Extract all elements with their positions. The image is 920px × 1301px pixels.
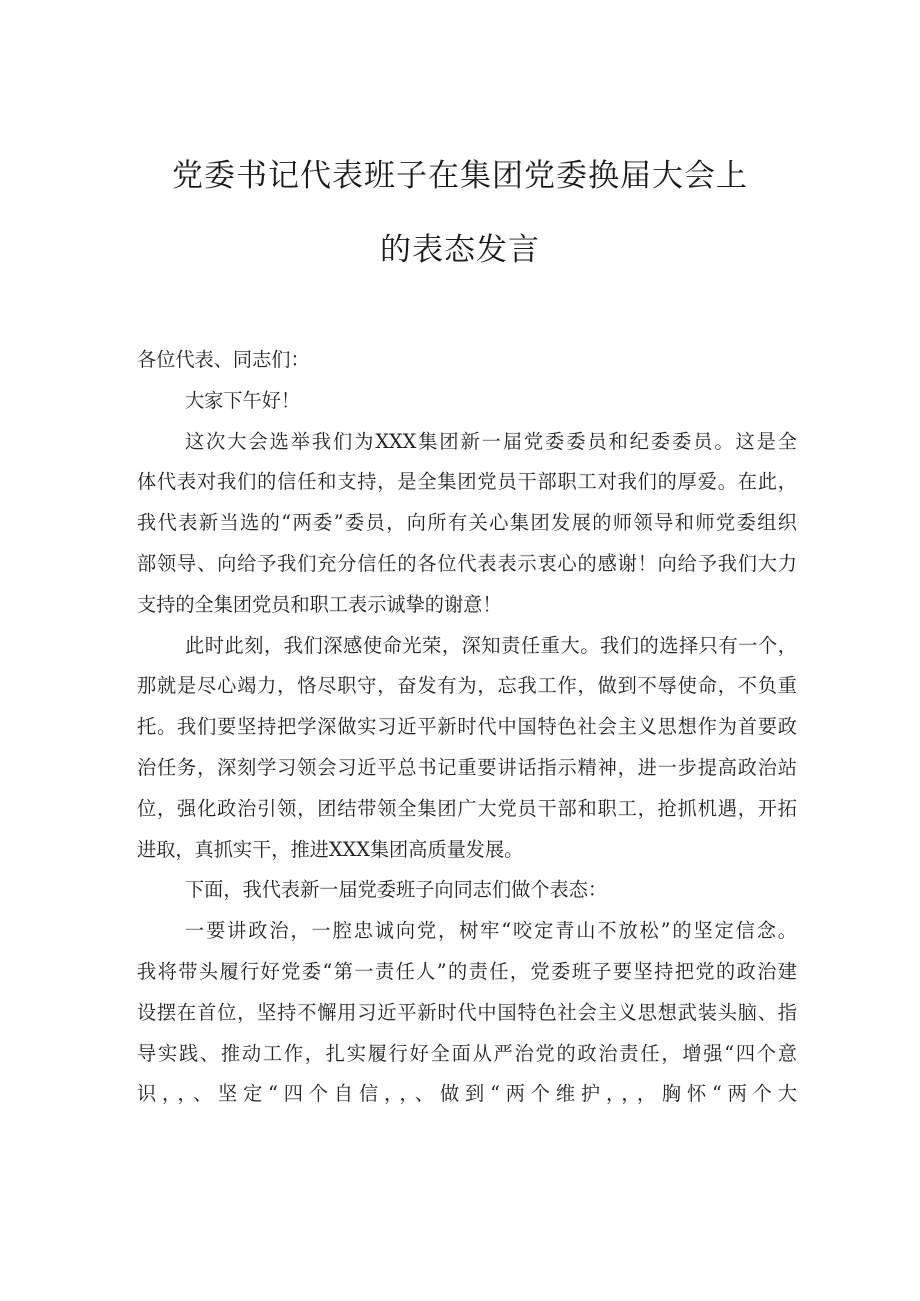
body-line: 我将带头履行好党委“第一责任人”的责任，党委班子要坚持把党的政治建 — [137, 959, 797, 983]
body-line: 部领导、向给予我们充分信任的各位代表表示衷心的感谢！向给予我们大力 — [137, 551, 797, 575]
document-title-line-2: 的表态发言 — [380, 232, 540, 268]
document-body — [137, 340, 797, 1115]
body-line: 导实践、推动工作，扎实履行好全面从严治党的政治责任，增强“四个意 — [137, 1041, 797, 1065]
body-line: 我代表新当选的“两委”委员，向所有关心集团发展的师领导和师党委组织 — [137, 511, 797, 535]
body-line: 那就是尽心竭力，恪尽职守，奋发有为，忘我工作，做到不辱使命，不负重 — [137, 674, 797, 698]
body-line: 各位代表、同志们： — [137, 348, 310, 371]
body-line: 设摆在首位，坚持不懈用习近平新时代中国特色社会主义思想武装头脑、指 — [137, 1000, 797, 1024]
body-line: 此时此刻，我们深感使命光荣，深知责任重大。我们的选择只有一个， — [185, 633, 797, 657]
document-title-line-1: 党委书记代表班子在集团党委换届大会上 — [172, 158, 748, 194]
body-line: 这次大会选举我们为XXX集团新一届党委委员和纪委委员。这是全 — [185, 429, 797, 453]
body-line: 一要讲政治，一腔忠诚向党，树牢“咬定青山不放松”的坚定信念。 — [185, 919, 797, 943]
body-line: 进取，真抓实干，推进XXX集团高质量发展。 — [137, 837, 524, 861]
body-line: 体代表对我们的信任和支持，是全集团党员干部职工对我们的厚爱。在此， — [137, 470, 797, 494]
body-line: 下面，我代表新一届党委班子向同志们做个表态： — [185, 878, 608, 902]
body-line: 治任务，深刻学习领会习近平总书记重要讲话指示精神，进一步提高政治站 — [137, 755, 797, 779]
body-line: 支持的全集团党员和职工表示诚挚的谢意！ — [137, 592, 502, 616]
body-line: 托。我们要坚持把学深做实习近平新时代中国特色社会主义思想作为首要政 — [137, 715, 797, 739]
body-line: 识，，、坚定“四个自信，，、做到“两个维护，，，胸怀“两个大 — [137, 1082, 797, 1106]
body-line: 位，强化政治引领，团结带领全集团广大党员干部和职工，抢抓机遇，开拓 — [137, 796, 797, 820]
body-line: 大家下午好！ — [185, 388, 301, 412]
